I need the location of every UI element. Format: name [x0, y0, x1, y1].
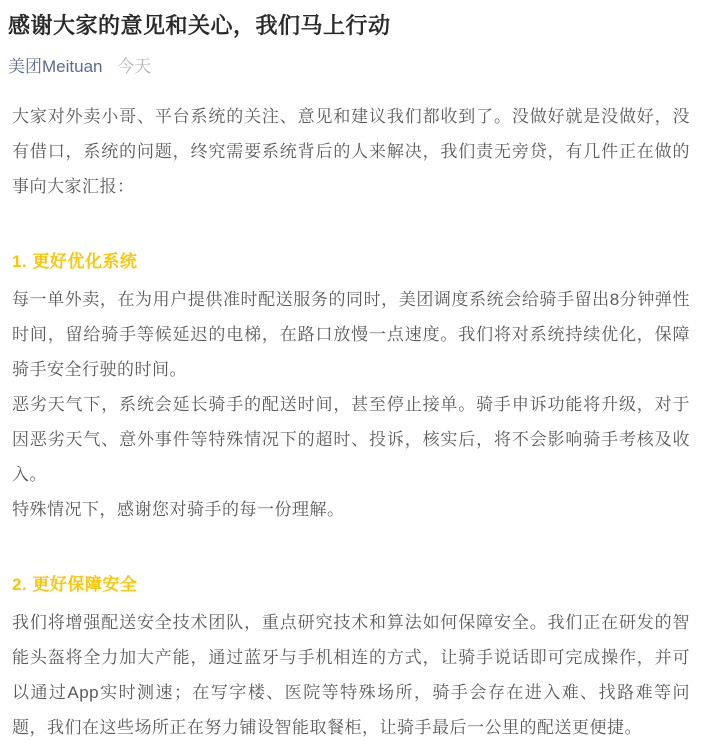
account-name-link[interactable]: 美团Meituan: [8, 57, 103, 76]
page-title: 感谢大家的意见和关心，我们马上行动: [8, 13, 391, 38]
intro-paragraph: 大家对外卖小哥、平台系统的关注、意见和建议我们都收到了。没做好就是没做好，没有借口，系统的问题，终究需要系统背后的人来解决，我们责无旁贷，有几件正在做的事向大家汇报：: [12, 107, 690, 196]
publish-date: 今天: [117, 57, 152, 76]
section-1-heading: 1. 更好优化系统: [12, 252, 138, 271]
section-1-paragraph-1: 每一单外卖，在为用户提供准时配送服务的同时，美团调度系统会给骑手留出8分钟弹性时间，留给骑手等候延迟的电梯，在路口放慢一点速度。我们将对系统持续优化，保障骑手安全行驶的时间。: [12, 290, 690, 379]
section-1-paragraph-2: 恶劣天气下，系统会延长骑手的配送时间，甚至停止接单。骑手申诉功能将升级，对于因恶劣天气、意外事件等特殊情况下的超时、投诉，核实后，将不会影响骑手考核及收入。: [12, 395, 690, 484]
section-2-heading: 2. 更好保障安全: [12, 575, 138, 594]
article-meta: [8, 57, 696, 77]
section-1-paragraph-3: 特殊情况下，感谢您对骑手的每一份理解。: [12, 500, 345, 519]
section-2-paragraph-1: 我们将增强配送安全技术团队，重点研究技术和算法如何保障安全。我们正在研发的智能头盔将全力加大产能，通过蓝牙与手机相连的方式，让骑手说话即可完成操作，并可以通过App实时测速；在写字楼、医院等特殊场所，骑手会存在进入难、找路难等问题，我们在这些场所正在努力铺设智能取餐柜，让骑手最后一公里的配送更便捷。: [12, 613, 690, 737]
article-content: [8, 99, 696, 745]
